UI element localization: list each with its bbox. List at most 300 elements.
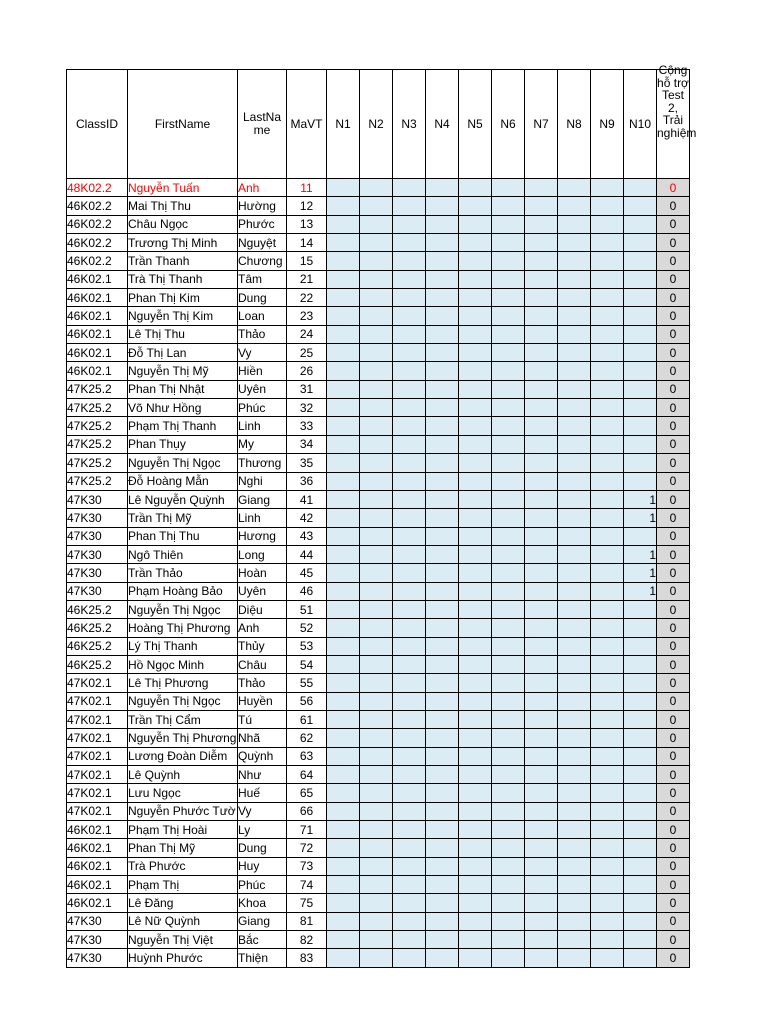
cell-n6[interactable] (492, 197, 525, 215)
cell-firstname[interactable]: Lương Đoàn Diễm (128, 747, 238, 765)
cell-n1[interactable] (327, 252, 360, 270)
cell-n6[interactable] (492, 710, 525, 728)
cell-total[interactable]: 0 (657, 234, 690, 252)
cell-n9[interactable] (591, 582, 624, 600)
cell-n5[interactable] (459, 234, 492, 252)
cell-n4[interactable] (426, 655, 459, 673)
cell-total[interactable]: 0 (657, 325, 690, 343)
cell-n8[interactable] (558, 710, 591, 728)
cell-n10[interactable] (624, 325, 657, 343)
cell-n8[interactable] (558, 766, 591, 784)
cell-lastname[interactable]: Vy (238, 802, 287, 820)
cell-n7[interactable] (525, 454, 558, 472)
cell-classid[interactable]: 46K02.1 (67, 821, 128, 839)
cell-total[interactable]: 0 (657, 894, 690, 912)
cell-n3[interactable] (393, 949, 426, 967)
cell-n9[interactable] (591, 435, 624, 453)
cell-mavt[interactable]: 72 (287, 839, 327, 857)
cell-classid[interactable]: 46K02.1 (67, 857, 128, 875)
cell-n5[interactable] (459, 215, 492, 233)
cell-n1[interactable] (327, 307, 360, 325)
cell-n4[interactable] (426, 839, 459, 857)
cell-n5[interactable] (459, 894, 492, 912)
cell-lastname[interactable]: Thảo (238, 674, 287, 692)
cell-n10[interactable] (624, 710, 657, 728)
cell-n8[interactable] (558, 344, 591, 362)
cell-n2[interactable] (360, 197, 393, 215)
cell-n6[interactable] (492, 564, 525, 582)
cell-n5[interactable] (459, 692, 492, 710)
cell-n10[interactable] (624, 692, 657, 710)
cell-n8[interactable] (558, 362, 591, 380)
cell-n4[interactable] (426, 472, 459, 490)
cell-classid[interactable]: 46K25.2 (67, 619, 128, 637)
cell-n3[interactable] (393, 619, 426, 637)
cell-n6[interactable] (492, 637, 525, 655)
cell-n4[interactable] (426, 600, 459, 618)
cell-n10[interactable] (624, 674, 657, 692)
cell-n8[interactable] (558, 435, 591, 453)
cell-n1[interactable] (327, 766, 360, 784)
cell-n6[interactable] (492, 234, 525, 252)
cell-n9[interactable] (591, 380, 624, 398)
cell-classid[interactable]: 47K25.2 (67, 454, 128, 472)
cell-n3[interactable] (393, 692, 426, 710)
cell-n10[interactable]: 1 (624, 509, 657, 527)
cell-mavt[interactable]: 12 (287, 197, 327, 215)
cell-n2[interactable] (360, 912, 393, 930)
cell-mavt[interactable]: 52 (287, 619, 327, 637)
cell-mavt[interactable]: 24 (287, 325, 327, 343)
cell-n10[interactable] (624, 344, 657, 362)
cell-lastname[interactable]: Bắc (238, 931, 287, 949)
cell-n6[interactable] (492, 949, 525, 967)
cell-n1[interactable] (327, 270, 360, 288)
cell-n3[interactable] (393, 931, 426, 949)
cell-n9[interactable] (591, 270, 624, 288)
cell-n3[interactable] (393, 564, 426, 582)
cell-total[interactable]: 0 (657, 564, 690, 582)
cell-lastname[interactable]: Huy (238, 857, 287, 875)
cell-n8[interactable] (558, 454, 591, 472)
cell-n3[interactable] (393, 857, 426, 875)
cell-lastname[interactable]: Quỳnh (238, 747, 287, 765)
cell-n2[interactable] (360, 490, 393, 508)
cell-classid[interactable]: 48K02.2 (67, 179, 128, 197)
cell-total[interactable]: 0 (657, 380, 690, 398)
cell-n10[interactable] (624, 399, 657, 417)
cell-firstname[interactable]: Lê Nguyễn Quỳnh (128, 490, 238, 508)
cell-mavt[interactable]: 65 (287, 784, 327, 802)
cell-n3[interactable] (393, 912, 426, 930)
cell-n6[interactable] (492, 619, 525, 637)
cell-mavt[interactable]: 64 (287, 766, 327, 784)
cell-n7[interactable] (525, 435, 558, 453)
cell-classid[interactable]: 47K02.1 (67, 674, 128, 692)
cell-n7[interactable] (525, 655, 558, 673)
cell-n5[interactable] (459, 747, 492, 765)
cell-mavt[interactable]: 54 (287, 655, 327, 673)
cell-n10[interactable] (624, 949, 657, 967)
cell-firstname[interactable]: Lý Thị Thanh (128, 637, 238, 655)
cell-n10[interactable] (624, 931, 657, 949)
cell-lastname[interactable]: Khoa (238, 894, 287, 912)
cell-n3[interactable] (393, 729, 426, 747)
cell-n7[interactable] (525, 545, 558, 563)
cell-n3[interactable] (393, 215, 426, 233)
cell-n1[interactable] (327, 710, 360, 728)
cell-n7[interactable] (525, 839, 558, 857)
cell-n1[interactable] (327, 821, 360, 839)
cell-n5[interactable] (459, 490, 492, 508)
cell-total[interactable]: 0 (657, 729, 690, 747)
cell-n1[interactable] (327, 362, 360, 380)
cell-total[interactable]: 0 (657, 766, 690, 784)
cell-n6[interactable] (492, 582, 525, 600)
cell-n1[interactable] (327, 197, 360, 215)
cell-n7[interactable] (525, 252, 558, 270)
cell-n5[interactable] (459, 509, 492, 527)
cell-mavt[interactable]: 45 (287, 564, 327, 582)
cell-n8[interactable] (558, 894, 591, 912)
cell-firstname[interactable]: Nguyễn Thị Ngọc (128, 692, 238, 710)
cell-mavt[interactable]: 53 (287, 637, 327, 655)
cell-classid[interactable]: 46K02.1 (67, 289, 128, 307)
cell-n3[interactable] (393, 307, 426, 325)
cell-n4[interactable] (426, 252, 459, 270)
cell-n8[interactable] (558, 490, 591, 508)
cell-n9[interactable] (591, 344, 624, 362)
cell-n8[interactable] (558, 325, 591, 343)
cell-n3[interactable] (393, 179, 426, 197)
cell-lastname[interactable]: Phúc (238, 876, 287, 894)
cell-n8[interactable] (558, 857, 591, 875)
cell-mavt[interactable]: 66 (287, 802, 327, 820)
cell-n7[interactable] (525, 876, 558, 894)
cell-n5[interactable] (459, 545, 492, 563)
cell-n7[interactable] (525, 417, 558, 435)
cell-n10[interactable] (624, 894, 657, 912)
cell-total[interactable]: 0 (657, 710, 690, 728)
cell-n9[interactable] (591, 894, 624, 912)
cell-lastname[interactable]: Anh (238, 619, 287, 637)
cell-n6[interactable] (492, 454, 525, 472)
cell-n6[interactable] (492, 729, 525, 747)
cell-classid[interactable]: 47K25.2 (67, 417, 128, 435)
cell-n6[interactable] (492, 399, 525, 417)
cell-n2[interactable] (360, 821, 393, 839)
cell-n8[interactable] (558, 784, 591, 802)
cell-firstname[interactable]: Nguyễn Thị Ngọc (128, 454, 238, 472)
cell-n7[interactable] (525, 600, 558, 618)
cell-n2[interactable] (360, 582, 393, 600)
cell-n9[interactable] (591, 912, 624, 930)
cell-mavt[interactable]: 26 (287, 362, 327, 380)
cell-n7[interactable] (525, 490, 558, 508)
cell-lastname[interactable]: Thiện (238, 949, 287, 967)
cell-lastname[interactable]: Tâm (238, 270, 287, 288)
cell-n9[interactable] (591, 931, 624, 949)
cell-n5[interactable] (459, 564, 492, 582)
cell-n8[interactable] (558, 839, 591, 857)
cell-n10[interactable] (624, 435, 657, 453)
cell-n10[interactable] (624, 876, 657, 894)
cell-n5[interactable] (459, 197, 492, 215)
cell-firstname[interactable]: Trà Phước (128, 857, 238, 875)
cell-n9[interactable] (591, 325, 624, 343)
cell-n10[interactable] (624, 454, 657, 472)
cell-n4[interactable] (426, 527, 459, 545)
cell-classid[interactable]: 46K02.1 (67, 270, 128, 288)
cell-total[interactable]: 0 (657, 179, 690, 197)
cell-classid[interactable]: 47K02.1 (67, 802, 128, 820)
cell-n7[interactable] (525, 894, 558, 912)
cell-n1[interactable] (327, 435, 360, 453)
cell-lastname[interactable]: Nghi (238, 472, 287, 490)
cell-n4[interactable] (426, 417, 459, 435)
cell-n2[interactable] (360, 802, 393, 820)
cell-n7[interactable] (525, 362, 558, 380)
cell-classid[interactable]: 46K02.2 (67, 215, 128, 233)
cell-n2[interactable] (360, 839, 393, 857)
cell-mavt[interactable]: 23 (287, 307, 327, 325)
cell-n3[interactable] (393, 894, 426, 912)
cell-classid[interactable]: 46K02.2 (67, 234, 128, 252)
cell-n10[interactable] (624, 307, 657, 325)
cell-n4[interactable] (426, 545, 459, 563)
cell-n9[interactable] (591, 876, 624, 894)
cell-n10[interactable] (624, 766, 657, 784)
cell-lastname[interactable]: Hương (238, 527, 287, 545)
cell-n6[interactable] (492, 821, 525, 839)
cell-n9[interactable] (591, 766, 624, 784)
cell-n3[interactable] (393, 710, 426, 728)
cell-total[interactable]: 0 (657, 637, 690, 655)
cell-n5[interactable] (459, 179, 492, 197)
cell-mavt[interactable]: 13 (287, 215, 327, 233)
cell-n10[interactable] (624, 857, 657, 875)
cell-n8[interactable] (558, 215, 591, 233)
cell-classid[interactable]: 47K02.1 (67, 729, 128, 747)
cell-n8[interactable] (558, 399, 591, 417)
cell-n8[interactable] (558, 655, 591, 673)
cell-mavt[interactable]: 15 (287, 252, 327, 270)
cell-n10[interactable] (624, 289, 657, 307)
cell-n9[interactable] (591, 784, 624, 802)
cell-n7[interactable] (525, 270, 558, 288)
cell-total[interactable]: 0 (657, 931, 690, 949)
cell-total[interactable]: 0 (657, 655, 690, 673)
cell-n4[interactable] (426, 344, 459, 362)
cell-n9[interactable] (591, 839, 624, 857)
cell-classid[interactable]: 46K02.1 (67, 894, 128, 912)
cell-n9[interactable] (591, 729, 624, 747)
cell-n7[interactable] (525, 179, 558, 197)
cell-n5[interactable] (459, 454, 492, 472)
cell-lastname[interactable]: Hiền (238, 362, 287, 380)
cell-firstname[interactable]: Võ Như Hồng (128, 399, 238, 417)
cell-n8[interactable] (558, 380, 591, 398)
cell-n3[interactable] (393, 655, 426, 673)
cell-classid[interactable]: 47K02.1 (67, 710, 128, 728)
cell-n2[interactable] (360, 600, 393, 618)
cell-n6[interactable] (492, 876, 525, 894)
cell-n1[interactable] (327, 729, 360, 747)
cell-n2[interactable] (360, 325, 393, 343)
cell-n1[interactable] (327, 472, 360, 490)
cell-n6[interactable] (492, 344, 525, 362)
cell-n7[interactable] (525, 380, 558, 398)
cell-n5[interactable] (459, 876, 492, 894)
cell-n2[interactable] (360, 766, 393, 784)
cell-n7[interactable] (525, 307, 558, 325)
cell-n1[interactable] (327, 417, 360, 435)
cell-n5[interactable] (459, 931, 492, 949)
cell-n4[interactable] (426, 729, 459, 747)
cell-n10[interactable] (624, 729, 657, 747)
cell-n6[interactable] (492, 600, 525, 618)
cell-n1[interactable] (327, 527, 360, 545)
cell-firstname[interactable]: Ngô Thiên (128, 545, 238, 563)
cell-n3[interactable] (393, 784, 426, 802)
cell-n10[interactable] (624, 527, 657, 545)
cell-n5[interactable] (459, 417, 492, 435)
cell-n9[interactable] (591, 637, 624, 655)
cell-firstname[interactable]: Phạm Thị Thanh (128, 417, 238, 435)
cell-firstname[interactable]: Nguyễn Thị Phương (128, 729, 238, 747)
cell-n1[interactable] (327, 931, 360, 949)
cell-n1[interactable] (327, 747, 360, 765)
cell-n2[interactable] (360, 417, 393, 435)
cell-mavt[interactable]: 55 (287, 674, 327, 692)
cell-n9[interactable] (591, 674, 624, 692)
cell-lastname[interactable]: Diệu (238, 600, 287, 618)
cell-firstname[interactable]: Nguyễn Thị Kim (128, 307, 238, 325)
cell-total[interactable]: 0 (657, 399, 690, 417)
cell-n10[interactable]: 1 (624, 490, 657, 508)
cell-n4[interactable] (426, 490, 459, 508)
cell-mavt[interactable]: 33 (287, 417, 327, 435)
cell-n8[interactable] (558, 564, 591, 582)
cell-n8[interactable] (558, 270, 591, 288)
cell-lastname[interactable]: Thảo (238, 325, 287, 343)
cell-firstname[interactable]: Nguyễn Thị Ngọc (128, 600, 238, 618)
cell-n6[interactable] (492, 307, 525, 325)
cell-n9[interactable] (591, 417, 624, 435)
cell-n6[interactable] (492, 802, 525, 820)
cell-firstname[interactable]: Nguyễn Thị Việt (128, 931, 238, 949)
cell-lastname[interactable]: Giang (238, 490, 287, 508)
header-firstname[interactable]: FirstName (128, 70, 238, 179)
cell-n2[interactable] (360, 619, 393, 637)
cell-classid[interactable]: 47K30 (67, 527, 128, 545)
cell-n7[interactable] (525, 637, 558, 655)
cell-n5[interactable] (459, 600, 492, 618)
cell-classid[interactable]: 47K30 (67, 931, 128, 949)
cell-total[interactable]: 0 (657, 747, 690, 765)
cell-lastname[interactable]: Linh (238, 417, 287, 435)
cell-n2[interactable] (360, 307, 393, 325)
cell-n4[interactable] (426, 674, 459, 692)
cell-n6[interactable] (492, 857, 525, 875)
cell-lastname[interactable]: Uyên (238, 380, 287, 398)
cell-n7[interactable] (525, 710, 558, 728)
cell-n4[interactable] (426, 931, 459, 949)
cell-n1[interactable] (327, 692, 360, 710)
cell-n7[interactable] (525, 912, 558, 930)
cell-mavt[interactable]: 46 (287, 582, 327, 600)
cell-total[interactable]: 0 (657, 857, 690, 875)
cell-lastname[interactable]: Giang (238, 912, 287, 930)
cell-n3[interactable] (393, 197, 426, 215)
cell-n4[interactable] (426, 710, 459, 728)
cell-n3[interactable] (393, 252, 426, 270)
cell-n2[interactable] (360, 179, 393, 197)
cell-n7[interactable] (525, 931, 558, 949)
cell-mavt[interactable]: 83 (287, 949, 327, 967)
cell-n9[interactable] (591, 949, 624, 967)
cell-n4[interactable] (426, 894, 459, 912)
cell-n10[interactable] (624, 784, 657, 802)
cell-n6[interactable] (492, 747, 525, 765)
cell-n1[interactable] (327, 490, 360, 508)
cell-n5[interactable] (459, 325, 492, 343)
cell-classid[interactable]: 47K02.1 (67, 766, 128, 784)
cell-mavt[interactable]: 51 (287, 600, 327, 618)
cell-firstname[interactable]: Trà Thị Thanh (128, 270, 238, 288)
cell-n7[interactable] (525, 289, 558, 307)
cell-n4[interactable] (426, 399, 459, 417)
cell-firstname[interactable]: Nguyễn Tuấn (128, 179, 238, 197)
cell-n3[interactable] (393, 325, 426, 343)
cell-n7[interactable] (525, 509, 558, 527)
header-total[interactable] (657, 63, 697, 179)
cell-firstname[interactable]: Nguyễn Phước Tườ (128, 802, 238, 820)
cell-n2[interactable] (360, 729, 393, 747)
cell-n4[interactable] (426, 197, 459, 215)
cell-n1[interactable] (327, 876, 360, 894)
cell-n2[interactable] (360, 527, 393, 545)
cell-mavt[interactable]: 22 (287, 289, 327, 307)
cell-n5[interactable] (459, 252, 492, 270)
cell-total[interactable]: 0 (657, 215, 690, 233)
cell-n6[interactable] (492, 270, 525, 288)
cell-n3[interactable] (393, 545, 426, 563)
cell-n6[interactable] (492, 509, 525, 527)
cell-n5[interactable] (459, 857, 492, 875)
cell-n10[interactable] (624, 839, 657, 857)
cell-n4[interactable] (426, 637, 459, 655)
cell-classid[interactable]: 47K30 (67, 912, 128, 930)
cell-n5[interactable] (459, 729, 492, 747)
cell-n2[interactable] (360, 509, 393, 527)
cell-total[interactable]: 0 (657, 527, 690, 545)
cell-total[interactable]: 0 (657, 289, 690, 307)
cell-n10[interactable] (624, 472, 657, 490)
cell-firstname[interactable]: Đỗ Hoàng Mẫn (128, 472, 238, 490)
cell-n5[interactable] (459, 527, 492, 545)
cell-firstname[interactable]: Huỳnh Phước (128, 949, 238, 967)
cell-n8[interactable] (558, 509, 591, 527)
cell-n8[interactable] (558, 545, 591, 563)
cell-total[interactable]: 0 (657, 509, 690, 527)
cell-total[interactable]: 0 (657, 344, 690, 362)
cell-n1[interactable] (327, 344, 360, 362)
cell-n2[interactable] (360, 289, 393, 307)
cell-mavt[interactable]: 41 (287, 490, 327, 508)
cell-classid[interactable]: 47K30 (67, 949, 128, 967)
cell-classid[interactable]: 46K02.1 (67, 307, 128, 325)
